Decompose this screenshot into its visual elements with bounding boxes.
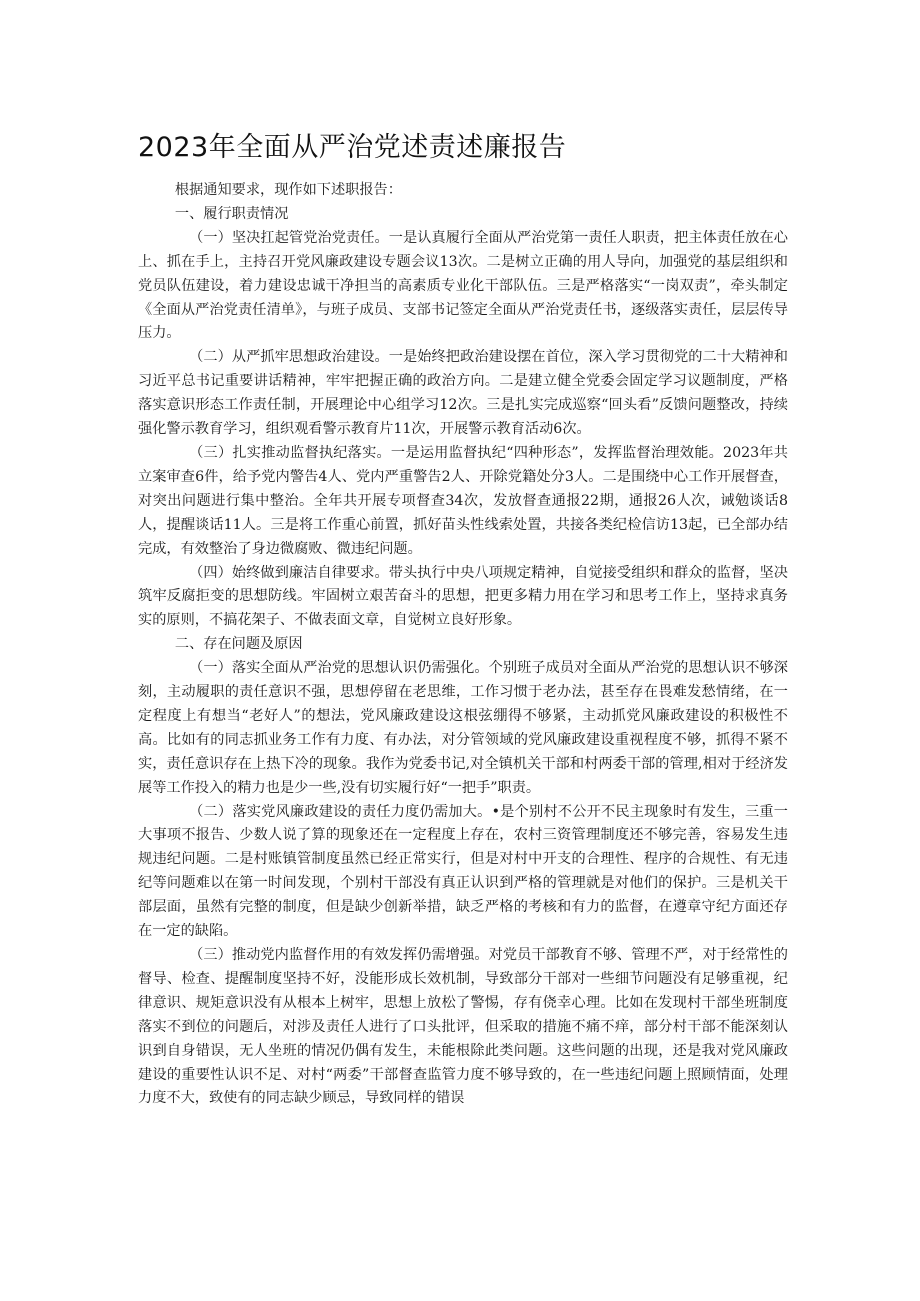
document-body xyxy=(138,179,788,1111)
body-paragraph: （二）从严抓牢思想政治建设。一是始终把政治建设摆在首位，深入学习贯彻党的二十大精神和习近平总书记重要讲话精神，牢牢把握正确的政治方向。二是建立健全党委会固定学习议题制度，严格落实意识形态工作责任制，开展理论中心组学习12次。三是扎实完成巡察“回头看”反馈问题整改，持续强化警示教育学习，组织观看警示教育片11次，开展警示教育活动6次。 xyxy=(138,349,788,438)
page-title: 2023年全面从严治党述责述廉报告 xyxy=(138,132,567,163)
intro-paragraph: 根据通知要求，现作如下述职报告： xyxy=(174,182,402,198)
body-paragraph: （三）扎实推动监督执纪落实。一是运用监督执纪“四种形态”，发挥监督治理效能。2023年共立案审查6件，给予党内警告4人、党内严重警告2人、开除党籍处分3人。二是围绕中心工作开展督查，对突出问题进行集中整治。全年共开展专项督查34次，发放督查通报22期，通报26人次，诫勉谈话8人，提醒谈话11人。三是将工作重心前置，抓好苗头性线索处置，共接各类纪检信访13起，已全部办结完成，有效整治了身边微腐败、微违纪问题。 xyxy=(138,444,788,557)
section-heading-problems: 二、存在问题及原因 xyxy=(174,636,303,653)
body-paragraph: （一）坚决扛起管党治党责任。一是认真履行全面从严治党第一责任人职责，把主体责任放在心上、抓在手上，主持召开党风廉政建设专题会议13次。二是树立正确的用人导向，加强党的基层组织和党员队伍建设，着力建设忠诚干净担当的高素质专业化干部队伍。三是严格落实“一岗双责”，牵头制定《全面从严治党责任清单》，与班子成员、支部书记签定全面从严治党责任书，逐级落实责任，层层传导压力。 xyxy=(138,229,788,342)
body-paragraph: （三）推动党内监督作用的有效发挥仍需增强。对党员干部教育不够、管理不严，对于经常性的督导、检查、提醒制度坚持不好，没能形成长效机制，导致部分干部对一些细节问题没有足够重视，纪律意识、规矩意识没有从根本上树牢，思想上放松了警惕，存有侥幸心理。比如在发现村干部坐班制度落实不到位的问题后，对涉及责任人进行了口头批评，但采取的措施不痛不痒，部分村干部不能深刻认识到自身错误，无人坐班的情况仍偶有发生，未能根除此类问题。这些问题的出现，还是我对党风廉政建设的重要性认识不足、对村“两委”干部督查监管力度不够导致的，在一些违纪问题上照顾情面，处理力度不大，致使有的同志缺少顾忌，导致同样的错误 xyxy=(138,947,788,1107)
body-paragraph: （二）落实党风廉政建设的责任力度仍需加大。•是个别村不公开不民主现象时有发生，三重一大事项不报告、少数人说了算的现象还在一定程度上存在，农村三资管理制度还不够完善，容易发生违规违纪问题。二是村账镇管制度虽然已经正常实行，但是对村中开支的合理性、程序的合规性、有无违纪等问题难以在第一时间发现，个别村干部没有真正认识到严格的管理就是对他们的保护。三是机关干部层面，虽然有完整的制度，但是缺少创新举措，缺乏严格的考核和有力的监督，在遵章守纪方面还存在一定的缺陷。 xyxy=(138,803,788,940)
body-paragraph: （四）始终做到廉洁自律要求。带头执行中央八项规定精神，自觉接受组织和群众的监督，坚决筑牢反腐拒变的思想防线。牢固树立艰苦奋斗的思想，把更多精力用在学习和思考工作上，坚持求真务实的原则，不搞花架子、不做表面文章，自觉树立良好形象。 xyxy=(138,564,788,629)
section-heading-duties: 一、履行职责情况 xyxy=(174,205,289,222)
body-paragraph: （一）落实全面从严治党的思想认识仍需强化。个别班子成员对全面从严治党的思想认识不够深刻，主动履职的责任意识不强，思想停留在老思维，工作习惯于老办法，甚至存在畏难发愁情绪，在一定程度上有想当“老好人”的想法，党风廉政建设这根弦绷得不够紧，主动抓党风廉政建设的积极性不高。比如有的同志抓业务工作有力度、有办法，对分管领域的党风廉政建设重视程度不够，抓得不紧不实，责任意识存在上热下冷的现象。我作为党委书记,对全镇机关干部和村两委干部的管理,相对于经济发展等工作投入的精力也是少一些,没有切实履行好“一把手”职责。 xyxy=(138,660,788,796)
